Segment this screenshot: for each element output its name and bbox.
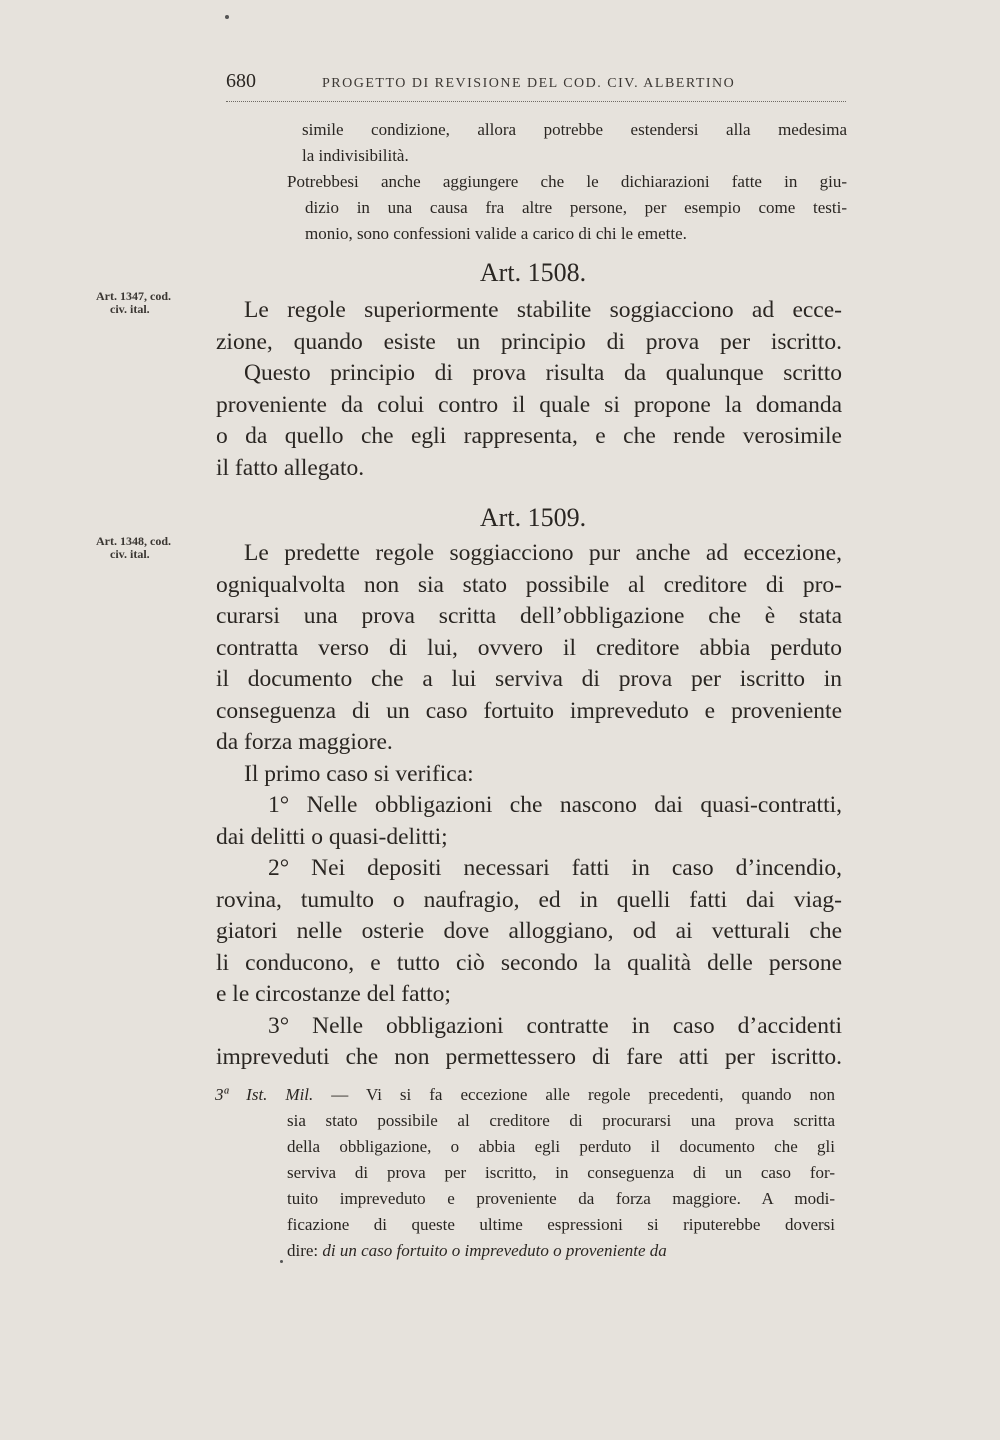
margin-ref-line: civ. ital. [110,547,150,561]
text-line: e le circostanze del fatto; [216,981,451,1007]
note-line: simile condizione, allora potrebbe estendersi alla medesima [302,120,847,139]
margin-ref-line: Art. 1348, cod. [96,534,171,548]
text-line: Questo principio di prova risulta da qualunque scritto [244,360,842,386]
text-line: proveniente da colui contro il quale si propone la domanda [216,391,842,418]
note-line: la indivisibilità. [302,146,409,165]
text-line: 2° Nei depositi necessari fatti in caso d’incendio, [268,855,842,881]
note-line: Potrebbesi anche aggiungere che le dichiarazioni fatte in giu- [287,172,847,191]
footnote-label: 3ª Ist. Mil. [215,1085,314,1104]
text-line: o da quello che egli rappresenta, e che rende verosimile [216,423,842,449]
article-text-1509 [216,538,842,1074]
text-line: impreveduti che non permettessero di fare atti per iscritto. [216,1044,842,1070]
text-line: 1° Nelle obbligazioni che nascono dai quasi-contratti, [268,792,842,818]
margin-ref-line: civ. ital. [110,302,150,316]
text-line: il fatto allegato. [216,454,365,481]
margin-reference-1508 [96,290,206,316]
footnote-line: ficazione di queste ultime espressioni si riputerebbe doversi [287,1215,835,1234]
ink-speck [225,15,229,19]
note-line: dizio in una causa fra altre persone, per esempio come testi- [305,198,847,217]
text-line: curarsi una prova scritta dell’obbligazione che è stata [216,603,842,629]
article-text-1508 [216,295,842,484]
text-line: conseguenza di un caso fortuito impreveduto e proveniente [216,697,842,724]
text-line: zione, quando esiste un principio di prova per iscritto. [216,328,842,355]
text-line: Il primo caso si verifica: [244,760,474,787]
text-line: da forza maggiore. [216,729,393,755]
text-line: Le regole superiormente stabilite soggiacciono ad ecce- [244,297,842,323]
text-line: rovina, tumulto o naufragio, ed in quelli fatti dai viag- [216,886,842,913]
text-line: ogniqualvolta non sia stato possibile al creditore di pro- [216,571,842,598]
article-heading-1509: Art. 1509. [479,503,587,532]
footnote-line: dire: di un caso fortuito o impreveduto o proveniente da [287,1241,667,1260]
margin-ref-line: Art. 1347, cod. [96,289,171,303]
text-line: Le predette regole soggiacciono pur anche ad eccezione, [244,540,842,566]
footnote-line: tuito impreveduto e proveniente da forza maggiore. A modi- [287,1189,835,1208]
text-line: il documento che a lui serviva di prova per iscritto in [216,666,842,692]
footnote [215,1082,835,1264]
page-number: 680 [226,70,256,92]
article-heading-1508: Art. 1508. [479,258,587,287]
text-line: giatori nelle osterie dove alloggiano, od ai vetturali che [216,918,842,944]
note-line: monio, sono confessioni valide a carico di chi le emette. [305,224,687,243]
text-line: li conducono, e tutto ciò secondo la qualità delle persone [216,949,842,976]
text-line: 3° Nelle obbligazioni contratte in caso d’accidenti [268,1012,842,1039]
running-title: PROGETTO DI REVISIONE DEL COD. CIV. ALBERTINO [322,76,736,91]
text-line: contratta verso di lui, ovvero il creditore abbia perduto [216,634,842,661]
margin-reference-1509 [96,535,206,561]
footnote-italic-text: di un caso fortuito o impreveduto o proveniente da [322,1241,667,1260]
footnote-line: sia stato possibile al creditore di procurarsi una prova scritta [287,1111,835,1130]
page-header [226,70,846,94]
text-line: dai delitti o quasi-delitti; [216,823,448,850]
footnote-line: della obbligazione, o abbia egli perduto il documento che gli [287,1137,835,1156]
ink-speck [280,1260,283,1263]
header-divider [226,101,846,102]
continued-note [287,117,847,247]
footnote-line: serviva di prova per iscritto, in conseguenza di un caso for- [287,1163,835,1182]
footnote-line: 3ª Ist. Mil. — Vi si fa eccezione alle regole precedenti, quando non [215,1085,835,1104]
